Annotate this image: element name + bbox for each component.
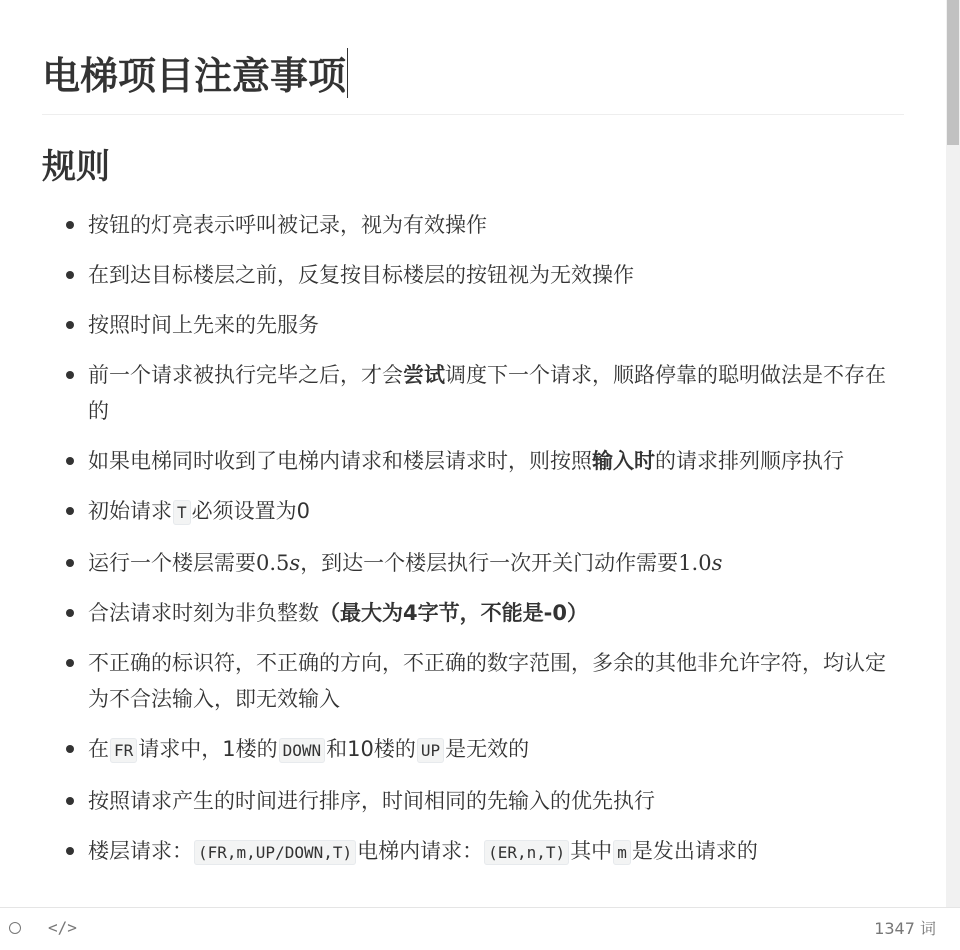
math-unit: s	[289, 551, 301, 575]
text-cursor	[347, 48, 348, 98]
inline-code: m	[613, 840, 631, 865]
rule-bold-text: 输入时	[592, 449, 655, 473]
list-item[interactable]	[88, 357, 904, 429]
scrollbar-thumb[interactable]	[947, 0, 959, 145]
circle-outline-icon[interactable]	[9, 922, 21, 934]
rule-text: 前一个请求被执行完毕之后，才会	[88, 363, 403, 387]
rule-text: 必须设置为0	[191, 499, 311, 523]
document-body	[42, 48, 904, 885]
math-unit: s	[711, 551, 723, 575]
inline-math	[256, 551, 300, 575]
rule-text: 初始请求	[88, 499, 172, 523]
rule-text: 不正确的标识符，不正确的方向，不正确的数字范围，多余的其他非允许字符，均认定为不合法输入，即无效输入	[88, 651, 886, 711]
rule-text: 请求中，1楼的	[138, 737, 278, 761]
rule-bold-text: （最大为4字节，不能是-0）	[319, 601, 588, 625]
rule-text: 合法请求时刻为非负整数	[88, 601, 319, 625]
page-title-text: 电梯项目注意事项	[42, 54, 347, 98]
inline-code: UP	[417, 738, 444, 763]
rule-text: 电梯内请求：	[357, 839, 484, 863]
word-count[interactable]: 1347 词	[874, 919, 936, 938]
list-item[interactable]	[88, 783, 904, 819]
inline-code: (ER,n,T)	[484, 840, 569, 865]
rule-text: 在到达目标楼层之前，反复按目标楼层的按钮视为无效操作	[88, 263, 634, 287]
rule-text: 运行一个楼层需要	[88, 551, 256, 575]
list-item[interactable]	[88, 545, 904, 581]
rule-text: 按照时间上先来的先服务	[88, 313, 319, 337]
section-heading-rules[interactable]: 规则	[42, 147, 110, 187]
rules-list	[42, 207, 904, 871]
page-title[interactable]	[42, 48, 904, 115]
rule-text: 按钮的灯亮表示呼叫被记录，视为有效操作	[88, 213, 487, 237]
rule-bold-text: 尝试	[403, 363, 445, 387]
code-icon[interactable]: </>	[48, 918, 77, 937]
rule-text: 的请求排列顺序执行	[655, 449, 844, 473]
inline-code: DOWN	[279, 738, 326, 763]
inline-code: FR	[110, 738, 137, 763]
status-bar	[0, 907, 960, 950]
math-number: 1.0	[678, 551, 712, 575]
math-number: 0.5	[256, 551, 290, 575]
list-item[interactable]	[88, 443, 904, 479]
rule-text: 楼层请求：	[88, 839, 193, 863]
rule-text: 在	[88, 737, 109, 761]
inline-code: (FR,m,UP/DOWN,T)	[194, 840, 356, 865]
rule-text: 和10楼的	[326, 737, 416, 761]
list-item[interactable]	[88, 257, 904, 293]
rule-text: 按照请求产生的时间进行排序，时间相同的先输入的优先执行	[88, 789, 655, 813]
list-item[interactable]	[88, 307, 904, 343]
rule-text: 是发出请求的	[631, 839, 758, 863]
list-item[interactable]	[88, 493, 904, 531]
list-item[interactable]	[88, 645, 904, 717]
rule-text: 如果电梯同时收到了电梯内请求和楼层请求时，则按照	[88, 449, 592, 473]
vertical-scrollbar[interactable]	[946, 0, 960, 907]
list-item[interactable]	[88, 595, 904, 631]
rule-text: 其中	[570, 839, 613, 863]
rule-text: 是无效的	[445, 737, 530, 761]
inline-math	[678, 551, 722, 575]
list-item[interactable]	[88, 207, 904, 243]
list-item[interactable]	[88, 731, 904, 769]
rule-text: ，到达一个楼层执行一次开关门动作需要	[300, 551, 679, 575]
inline-code: T	[173, 500, 191, 525]
rule-text: 调度下一个请求，顺路停靠的聪明做法是不存在的	[88, 363, 886, 423]
list-item[interactable]	[88, 833, 904, 871]
